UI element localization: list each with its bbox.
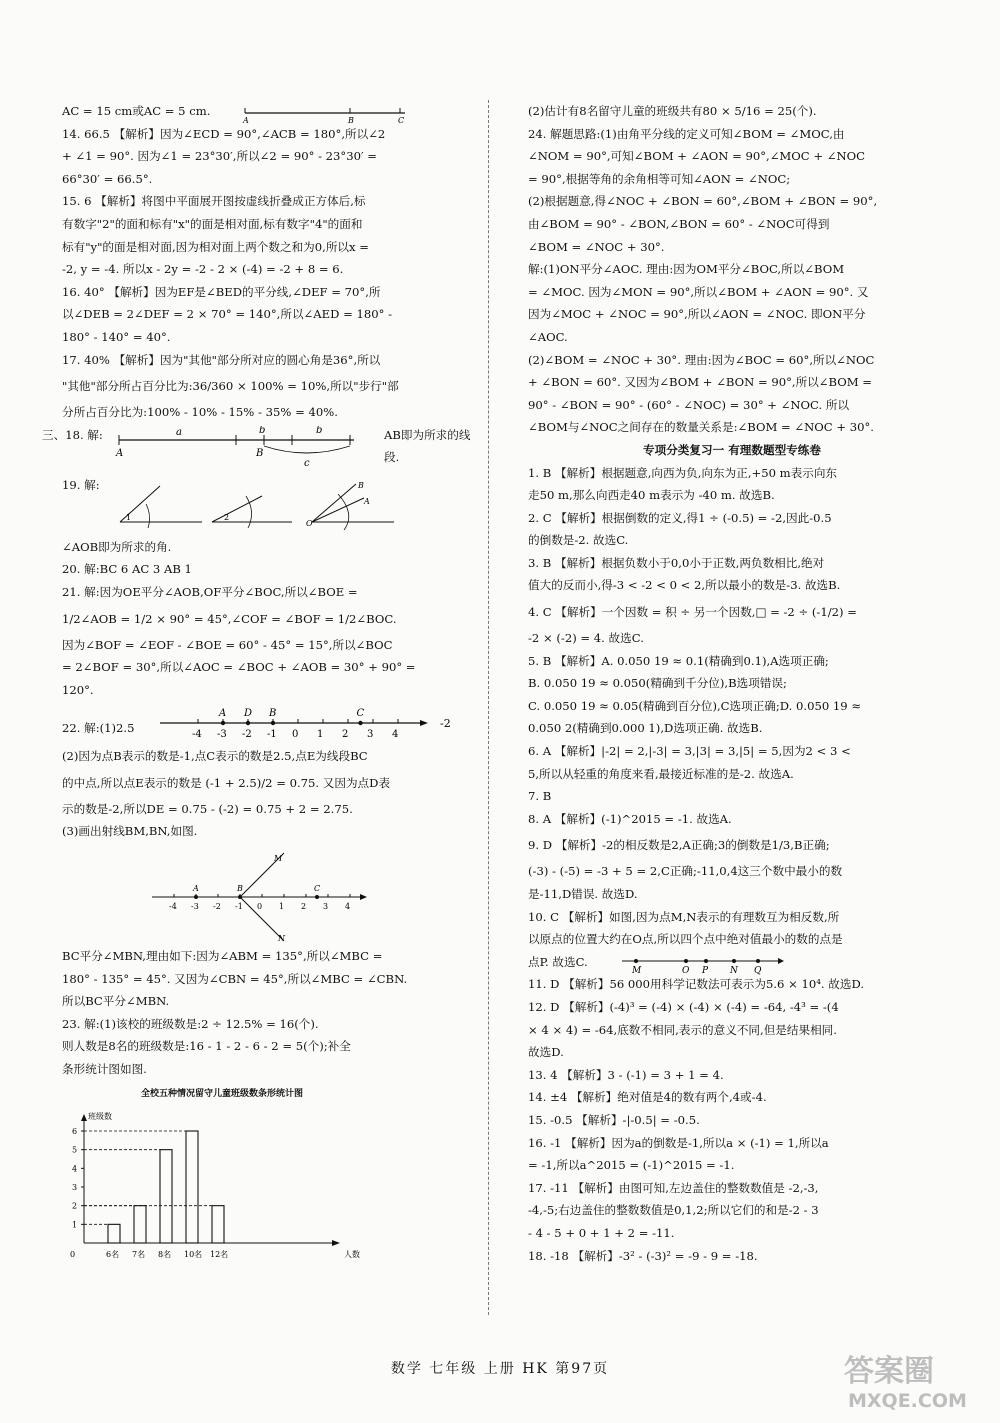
answer-line: 解:(1)ON平分∠AOC. 理由:因为OM平分∠BOC,所以∠BOM [528,262,845,277]
x-axis-label: 人数 [344,1250,360,1260]
answer-line: ∠NOM = 90°,可知∠BOM + ∠AON = 90°,∠MOC + ∠NOC [528,149,865,164]
answer-line: 1/2∠AOB = 1/2 × 90° = 45°,∠COF = ∠BOF = 1/2∠BOC. [62,611,397,626]
answer-line: 分所占百分比为:100% - 10% - 15% - 35% = 40%. [62,405,338,420]
segment-label-b1: b [259,425,266,436]
tick-label: -3 [217,729,227,741]
svg-text:A: A [364,496,370,506]
end-label: -2 [440,717,451,731]
answer-line: 18. -18 【解析】-3² - (-3)² = -9 - 9 = -18. [528,1248,758,1263]
answer-line: 13. 4 【解析】3 - (-1) = 3 + 1 = 4. [528,1067,724,1082]
segment-point-b: B [256,447,264,459]
segment-construction-figure [114,426,384,474]
answer-line: 15. 6 【解析】将图中平面展开图按虚线折叠成正方体后,标 [62,194,366,209]
point-label-a: A [243,116,249,123]
number-line-22 [158,701,468,745]
answer-line: "其他"部分所占百分比为:36/360 × 100% = 10%,所以"步行"部 [62,379,399,394]
mini-label-n: N [730,965,738,975]
answer-line: 180° - 135° = 45°. 又因为∠CBN = 45°,所以∠MBC = ∠CBN. [62,971,408,986]
answer-line: 0.050 2(精确到0.000 1),D选项正确. 故选B. [528,721,763,736]
tick-label: -4 [192,729,202,741]
answer-line: -4,-5;右边盖住的整数数值是0,1,2;所以它们的和是-2 - 3 [528,1203,819,1218]
answer-line: = ∠MOC. 因为∠MON = 90°,所以∠BOM + ∠AON = 90°. 又 [528,284,869,299]
tick-label: -2 [213,902,221,912]
answer-line: 21. 解:因为OE平分∠AOB,OF平分∠BOC,所以∠BOE = [62,584,358,599]
tick-label: 1 [279,902,285,912]
y-tick-label: 2 [72,1201,78,1211]
watermark-top: 答案圈 [844,1354,934,1389]
answer-line: 5. B 【解析】A. 0.050 19 ≈ 0.1(精确到0.1),A选项正确; [528,653,829,668]
answer-line: 条形统计图如图. [62,1062,147,1077]
answer-line: 16. -1 【解析】因为a的倒数是-1,所以a × (-1) = 1,所以a [528,1135,829,1150]
q19-label: 19. 解: [62,477,100,492]
section-title: 专项分类复习一 有理数题型专练卷 [643,442,821,457]
ray-label: N [278,934,285,944]
answer-line: 因为∠BOF = ∠EOF - ∠BOE = 60° - 45° = 15°,所以∠BOC [62,637,393,652]
q22-label: 22. 解:(1)2.5 [62,721,135,736]
point-label: B [237,884,243,894]
mini-label-p: P [702,965,709,975]
answer-line: BC平分∠MBN,理由如下:因为∠ABM = 135°,所以∠MBC = [62,949,383,964]
category-label: 12名 [210,1250,229,1260]
answer-line: 17. 40% 【解析】因为"其他"部分所对应的圆心角是36°,所以 [62,352,381,367]
answer-line: 的倒数是-2. 故选C. [528,533,629,548]
right-column [528,100,936,1267]
tick-label: 0 [257,902,263,912]
left-column [42,100,474,1265]
point-marker [194,895,198,899]
chart-title: 全校五种情况留守儿童班级数条形统计图 [140,1088,303,1099]
mini-number-line [618,953,788,975]
answer-line: ∠AOC. [528,329,568,344]
q18-label: 三、18. 解: [42,427,103,442]
answer-line: 17. -11 【解析】由图可知,左边盖住的整数数值是 -2,-3, [528,1180,819,1195]
answer-line: 15. -0.5 【解析】-|-0.5| = -0.5. [528,1112,700,1127]
answer-line: 11. D 【解析】56 000用科学记数法可表示为5.6 × 10⁴. 故选D. [528,977,865,992]
watermark-logo [836,1345,986,1413]
answer-line: AC = 15 cm或AC = 5 cm. [62,104,211,118]
point-label-c: C [398,116,405,123]
q22-block [62,701,474,745]
answer-line: 120°. [62,682,94,697]
answer-line: = 2∠BOF = 30°,所以∠AOC = ∠BOC + ∠AOB = 30° + 90° = [62,660,416,675]
answer-line: 4. C 【解析】一个因数 = 积 ÷ 另一个因数,□ = -2 ÷ (-1/2) = [528,605,857,620]
answer-line: -2, y = -4. 所以x - 2y = -2 - 2 × (-4) = -2 + 8 = 6. [62,262,344,277]
svg-text:O: O [306,518,313,528]
point-label: A [193,884,199,894]
bar [186,1131,198,1243]
category-label: 10名 [184,1250,203,1260]
point-label-b: B [348,116,354,123]
mini-label-q: Q [754,965,762,975]
svg-text:B: B [358,480,364,490]
answer-line: 90° - ∠BON = 90° - (60° - ∠NOC) = 30° + ∠NOC. 所以 [528,397,850,412]
bar-chart [62,1105,382,1265]
answer-line: 66°30′ = 66.5°. [62,171,153,186]
category-label: 6名 [106,1250,120,1260]
watermark-bottom: MXQE.COM [848,1390,967,1412]
answer-line: B. 0.050 19 ≈ 0.050(精确到千分位),B选项错误; [528,676,787,691]
answer-line: 10. C 【解析】如图,因为点M,N表示的有理数互为相反数,所 [528,909,840,924]
y-tick-label: 6 [72,1127,78,1137]
point-marker [221,721,225,725]
answer-line: ∠BOM = ∠NOC + 30°. [528,239,665,254]
bar [134,1206,146,1243]
answer-line: 的中点,所以点E表示的数是 (-1 + 2.5)/2 = 0.75. 又因为点D表 [62,775,391,790]
answer-line: (2)∠BOM = ∠NOC + 30°. 理由:因为∠BOC = 60°,所以∠NOC [528,352,875,367]
answer-line: = 90°,根据等角的余角相等可知∠AON = ∠NOC; [528,171,791,186]
answer-line: 点P. 故选C. [528,954,588,969]
answer-line: 走50 m,那么向西走40 m表示为 -40 m. 故选B. [528,488,775,503]
y-tick-label: 3 [72,1183,78,1193]
answer-line: - 4 - 5 + 0 + 1 + 2 = -11. [528,1225,675,1240]
point-label: D [244,708,253,720]
point-marker [271,721,275,725]
ray-label: M [274,854,283,864]
answer-line: -2 × (-2) = 4. 故选C. [528,631,644,646]
segment-figure-13 [240,103,410,123]
q18-block [42,424,474,474]
answer-line: 由∠BOM = 90° - ∠BON,∠BON = 60° - ∠NOC可得到 [528,216,830,231]
origin-label: 0 [70,1250,76,1260]
category-label: 8名 [158,1250,172,1260]
answer-line: + ∠1 = 90°. 因为∠1 = 23°30′,所以∠2 = 90° - 23°30′ = [62,149,378,164]
answer-line: 14. 66.5 【解析】因为∠ECD = 90°,∠ACB = 180°,所以∠2 [62,126,386,141]
point-marker [358,721,362,725]
answer-line: (2)估计有8名留守儿童的班级共有80 × 5/16 = 25(个). [528,104,817,118]
point-label: B [269,708,277,720]
answer-line: 23. 解:(1)该校的班级数是:2 ÷ 12.5% = 16(个). [62,1016,319,1031]
point-label: C [314,884,321,894]
tick-label: 4 [392,729,399,741]
tick-label: -4 [169,902,177,912]
answer-line: 以原点的位置大约在O点,所以四个点中绝对值最小的数的点是 [528,932,843,947]
answer-line: 则人数是8名的班级数是:16 - 1 - 2 - 6 - 2 = 5(个);补全 [62,1039,351,1054]
page-footer: 数学 七年级 上册 HK 第97页 [390,1361,610,1377]
answer-line: 5,所以从轻重的角度来看,最接近标准的是-2. 故选A. [528,766,794,781]
answer-line: 20. 解:BC 6 AC 3 AB 1 [62,562,192,577]
tick-label: 1 [317,729,324,741]
axis-arrow [360,894,367,900]
y-tick-label: 1 [72,1220,78,1230]
y-tick-label: 5 [72,1145,78,1155]
answer-line: 9. D 【解析】-2的相反数是2,A正确;3的倒数是1/3,B正确; [528,838,830,853]
answer-line: 8. A 【解析】(-1)^2015 = -1. 故选A. [528,811,732,826]
point-marker [246,721,250,725]
segment-point-a: A [116,447,124,459]
answer-line: 是-11,D错误. 故选D. [528,887,638,901]
bar [108,1225,120,1244]
answer-line: ∠AOB即为所求的角. [62,539,172,554]
segment-label-b2: b [316,425,323,436]
segment-label-c: c [304,457,310,469]
answer-line: 1. B 【解析】根据题意,向西为负,向东为正,+50 m表示向东 [528,465,838,480]
answer-line: 24. 解题思路:(1)由角平分线的定义可知∠BOM = ∠MOC,由 [528,126,845,141]
tick-label: 0 [292,729,299,741]
answer-line: 因为∠MOC + ∠NOC = 90°,所以∠AON = ∠NOC. 即ON平分 [528,307,866,322]
answer-line: 7. B [528,789,552,804]
answer-line: C. 0.050 19 ≈ 0.05(精确到百分位),C选项正确;D. 0.050 19 ≈ [528,698,862,713]
q18-note: AB即为所求的线段. [384,427,471,465]
point-label: C [356,708,365,720]
answer-line: 2. C 【解析】根据倒数的定义,得1 ÷ (-0.5) = -2,因此-0.5 [528,510,832,525]
answer-line: 故选D. [528,1045,564,1060]
x-axis-arrow [332,1240,340,1246]
answer-line: ∠BOM与∠NOC之间存在的数量关系是:∠BOM = ∠NOC + 30°. [528,420,874,435]
y-axis-label: 班级数 [88,1112,112,1122]
tick-label: -1 [267,729,277,741]
svg-text:2: 2 [224,512,230,522]
answer-line: 值大的反而小,得-3 < -2 < 0 < 2,所以最小的数是-3. 故选B. [528,578,841,593]
answer-line: × 4 × 4) = -64,底数不相同,表示的意义不同,但是结果相同. [528,1022,837,1037]
q19-block [62,474,474,536]
answer-line: = -1,所以a^2015 = (-1)^2015 = -1. [528,1158,735,1173]
answer-line: 14. ±4 【解析】绝对值是4的数有两个,4或-4. [528,1090,767,1105]
tick-label: 2 [342,729,349,741]
tick-label: 3 [367,729,374,741]
answer-line: (2)因为点B表示的数是-1,点C表示的数是2.5,点E为线段BC [62,749,368,764]
mini-label-o: O [682,965,690,975]
bar [160,1150,172,1243]
tick-label: 2 [301,902,307,912]
answer-line: 3. B 【解析】根据负数小于0,0小于正数,两负数相比,绝对 [528,555,825,570]
answer-line: (-3) - (-5) = -3 + 5 = 2,C正确;-11,0,4这三个数中最小的数 [528,864,843,879]
answer-line: 标有"y"的面是相对面,因为相对面上两个数之和为0,所以x = [62,239,369,254]
point-marker [315,895,319,899]
answer-line: 有数字"2"的面和标有"x"的面是相对面,标有数字"4"的面和 [62,216,363,231]
answer-line: 6. A 【解析】|-2| = 2,|-3| = 3,|3| = 3,|5| = 5,因为2 < 3 < [528,744,851,759]
tick-label: -2 [242,729,252,741]
tick-label: 3 [323,902,329,912]
y-axis-arrow [81,1114,87,1121]
answer-line: 180° - 140° = 40°. [62,329,171,344]
point-label: A [219,708,227,720]
answer-line: + ∠BON = 60°. 又因为∠BOM + ∠BON = 90°,所以∠BOM = [528,375,873,390]
bar [212,1206,224,1243]
mini-label-m: M [632,965,642,975]
answer-line: 以∠DEB = 2∠DEF = 2 × 70° = 140°,所以∠AED = 180° - [62,307,393,322]
svg-text:1: 1 [126,512,132,522]
category-label: 7名 [132,1250,146,1260]
column-divider [488,100,489,1315]
answer-line: 12. D 【解析】(-4)³ = (-4) × (-4) × (-4) = -64, -4³ = -(4 [528,999,839,1014]
axis-arrow [420,720,428,726]
tick-label: -3 [191,902,199,912]
answer-line: (2)根据题意,得∠NOC + ∠BON = 60°,∠BOM + ∠BON = 90°, [528,194,878,209]
tick-label: 4 [345,902,351,912]
y-tick-label: 4 [72,1164,78,1174]
angle-construction-figure [112,474,432,534]
segment-label-a: a [176,426,182,438]
number-line-with-rays [152,845,452,943]
answer-line: 16. 40° 【解析】因为EF是∠BED的平分线,∠DEF = 70°,所 [62,284,381,299]
tick-label: -1 [235,902,243,912]
answer-line: 所以BC平分∠MBN. [62,994,170,1009]
answer-line: 示的数是-2,所以DE = 0.75 - (-2) = 0.75 + 2 = 2.75. [62,801,353,816]
answer-line: (3)画出射线BM,BN,如图. [62,824,198,839]
